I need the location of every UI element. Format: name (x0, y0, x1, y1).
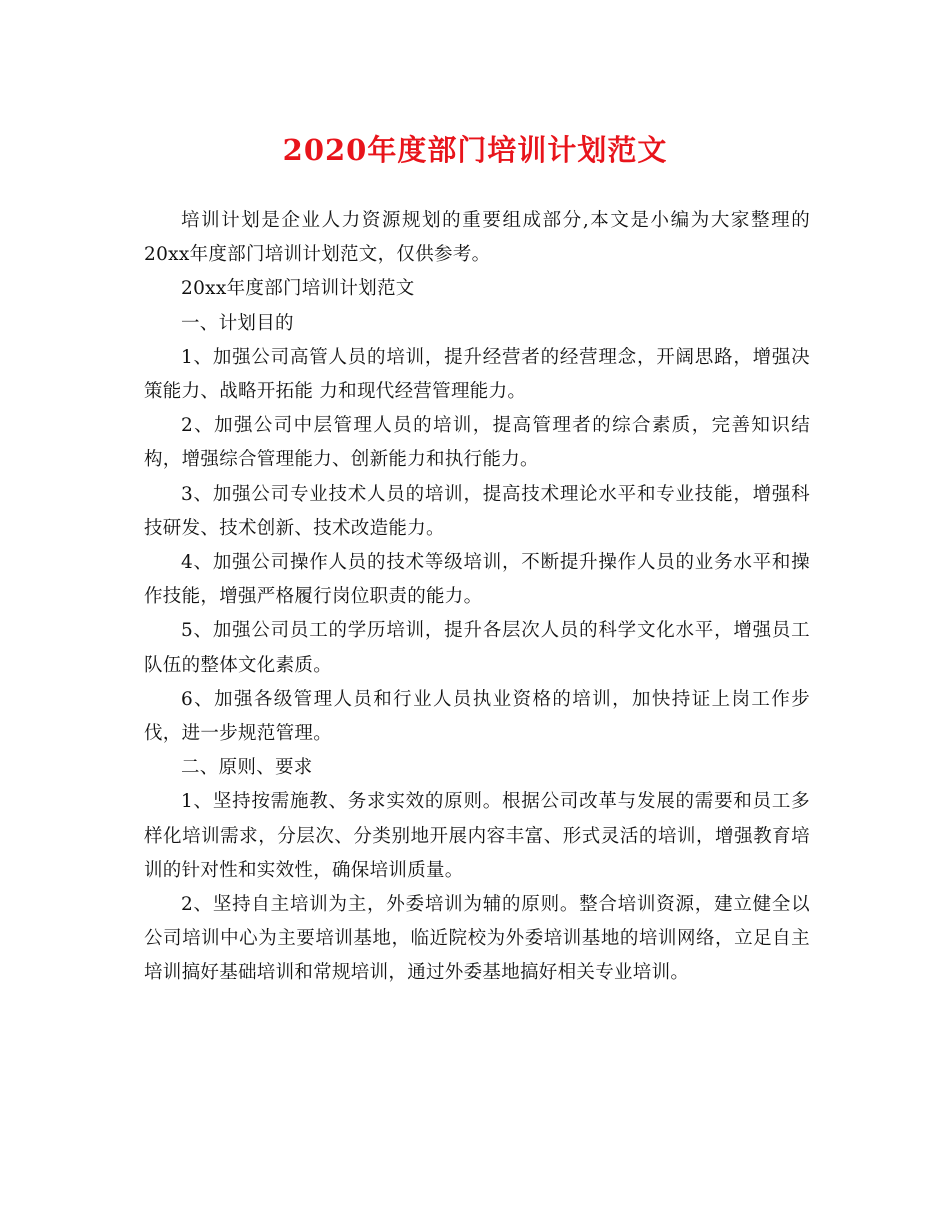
purpose-item-4: 4、加强公司操作人员的技术等级培训，不断提升操作人员的业务水平和操作技能，增强严格履行岗位职责的能力。 (144, 552, 810, 608)
principle-item-1: 1、坚持按需施教、务求实效的原则。根据公司改革与发展的需要和员工多样化培训需求，分层次、分类别地开展内容丰富、形式灵活的培训，增强教育培训的针对性和实效性，确保培训质量。 (144, 791, 810, 881)
purpose-item-3: 3、加强公司专业技术人员的培训，提高技术理论水平和专业技能，增强科技研发、技术创新、技术改造能力。 (144, 483, 810, 539)
purpose-item-1: 1、加强公司高管人员的培训，提升经营者的经营理念，开阔思路，增强决策能力、战略开拓能 力和现代经营管理能力。 (144, 346, 810, 403)
purpose-item-2: 2、加强公司中层管理人员的培训，提高管理者的综合素质，完善知识结构，增强综合管理能力、创新能力和执行能力。 (144, 415, 810, 471)
section-heading-purpose: 一、计划目的 (181, 312, 294, 334)
purpose-item-6: 6、加强各级管理人员和行业人员执业资格的培训，加快持证上岗工作步伐，进一步规范管理。 (144, 688, 810, 745)
purpose-item-5: 5、加强公司员工的学历培训，提升各层次人员的科学文化水平，增强员工队伍的整体文化素质。 (144, 620, 810, 676)
document-body (144, 204, 810, 991)
principle-item-2: 2、坚持自主培训为主，外委培训为辅的原则。整合培训资源，建立健全以公司培训中心为主要培训基地，临近院校为外委培训基地的培训网络，立足自主培训搞好基础培训和常规培训，通过外委基地搞好相关专业培训。 (144, 894, 810, 984)
subtitle-line: 20xx年度部门培训计划范文 (181, 278, 415, 300)
document-title: 2020年度部门培训计划范文 (282, 133, 668, 167)
section-heading-principles: 二、原则、要求 (181, 757, 313, 779)
intro-paragraph: 培训计划是企业人力资源规划的重要组成部分,本文是小编为大家整理的20xx年度部门培训计划范文，仅供参考。 (144, 210, 810, 266)
